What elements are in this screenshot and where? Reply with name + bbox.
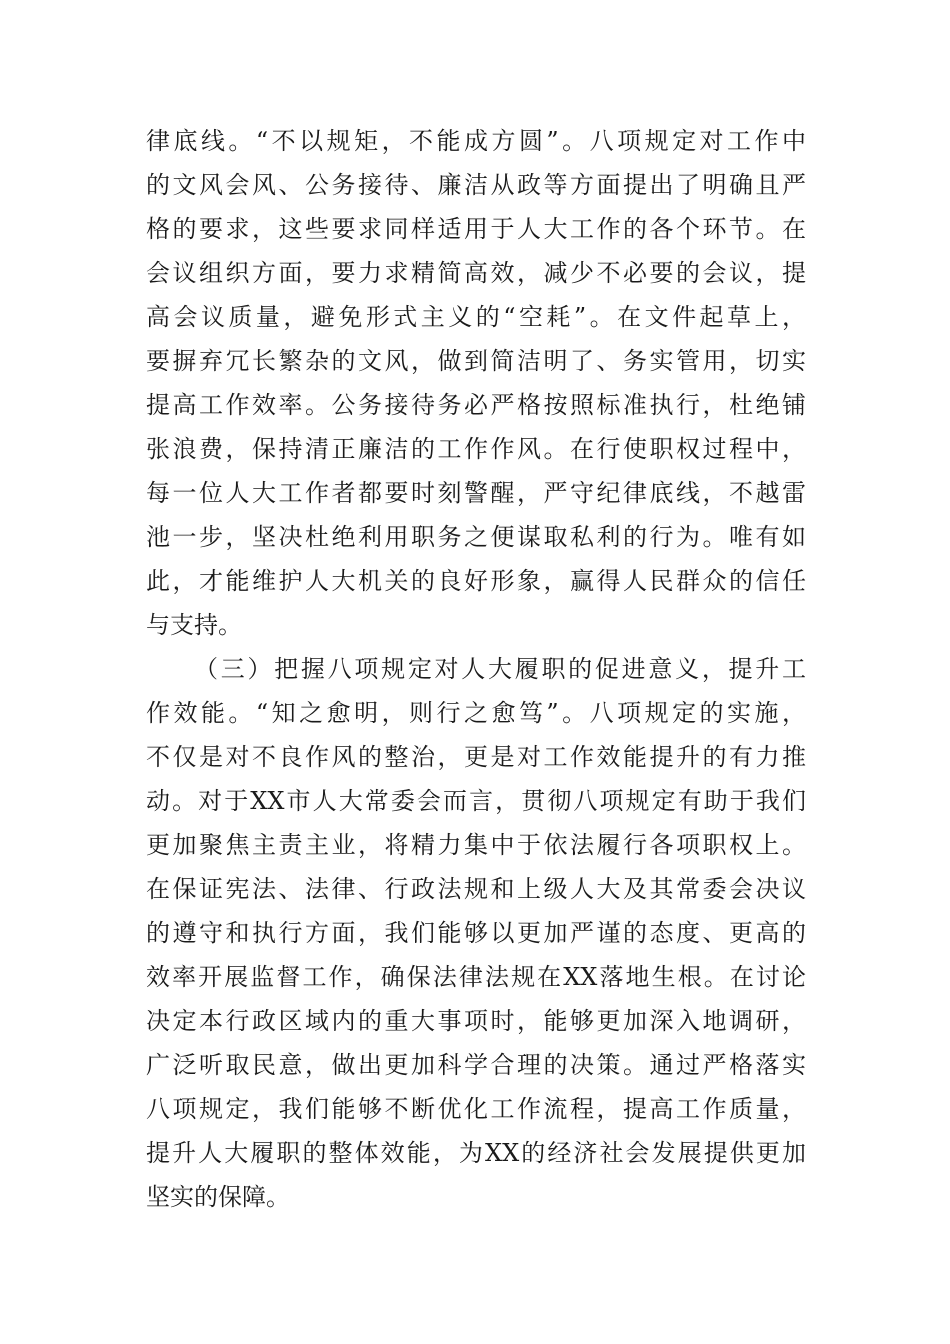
text-line: 更加聚焦主责主业，将精力集中于依法履行各项职权上。 xyxy=(146,831,806,859)
text-line: 要摒弃冗长繁杂的文风，做到简洁明了、务实管用，切实 xyxy=(146,347,806,375)
text-line: 的遵守和执行方面，我们能够以更加严谨的态度、更高的 xyxy=(146,919,806,947)
text-line: 此，才能维护人大机关的良好形象，赢得人民群众的信任 xyxy=(146,567,806,595)
text-line: 与支持。 xyxy=(146,611,242,639)
text-line: 作效能。“知之愈明，则行之愈笃”。八项规定的实施， xyxy=(146,699,806,727)
section-heading-line: （三）把握八项规定对人大履职的促进意义，提升工 xyxy=(194,655,806,683)
text-line: 格的要求，这些要求同样适用于人大工作的各个环节。在 xyxy=(146,215,806,243)
text-line: 会议组织方面，要力求精简高效，减少不必要的会议，提 xyxy=(146,259,806,287)
text-line: 动。对于XX市人大常委会而言，贯彻八项规定有助于我们 xyxy=(146,787,806,815)
text-line: 每一位人大工作者都要时刻警醒，严守纪律底线，不越雷 xyxy=(146,479,806,507)
text-line: 提高工作效率。公务接待务必严格按照标准执行，杜绝铺 xyxy=(146,391,806,419)
text-line: 张浪费，保持清正廉洁的工作作风。在行使职权过程中， xyxy=(146,435,806,463)
text-line: 不仅是对不良作风的整治，更是对工作效能提升的有力推 xyxy=(146,743,806,771)
text-line: 决定本行政区域内的重大事项时，能够更加深入地调研， xyxy=(146,1007,806,1035)
text-line: 的文风会风、公务接待、廉洁从政等方面提出了明确且严 xyxy=(146,171,806,199)
text-line: 提升人大履职的整体效能，为XX的经济社会发展提供更加 xyxy=(146,1139,806,1167)
text-line: 效率开展监督工作，确保法律法规在XX落地生根。在讨论 xyxy=(146,963,806,991)
text-line: 广泛听取民意，做出更加科学合理的决策。通过严格落实 xyxy=(146,1051,806,1079)
text-line: 在保证宪法、法律、行政法规和上级人大及其常委会决议 xyxy=(146,875,806,903)
text-line: 池一步，坚决杜绝利用职务之便谋取私利的行为。唯有如 xyxy=(146,523,806,551)
text-line: 八项规定，我们能够不断优化工作流程，提高工作质量， xyxy=(146,1095,806,1123)
text-line: 坚实的保障。 xyxy=(146,1183,290,1211)
text-line: 律底线。“不以规矩，不能成方圆”。八项规定对工作中 xyxy=(146,127,806,155)
text-line: 高会议质量，避免形式主义的“空耗”。在文件起草上， xyxy=(146,303,806,331)
